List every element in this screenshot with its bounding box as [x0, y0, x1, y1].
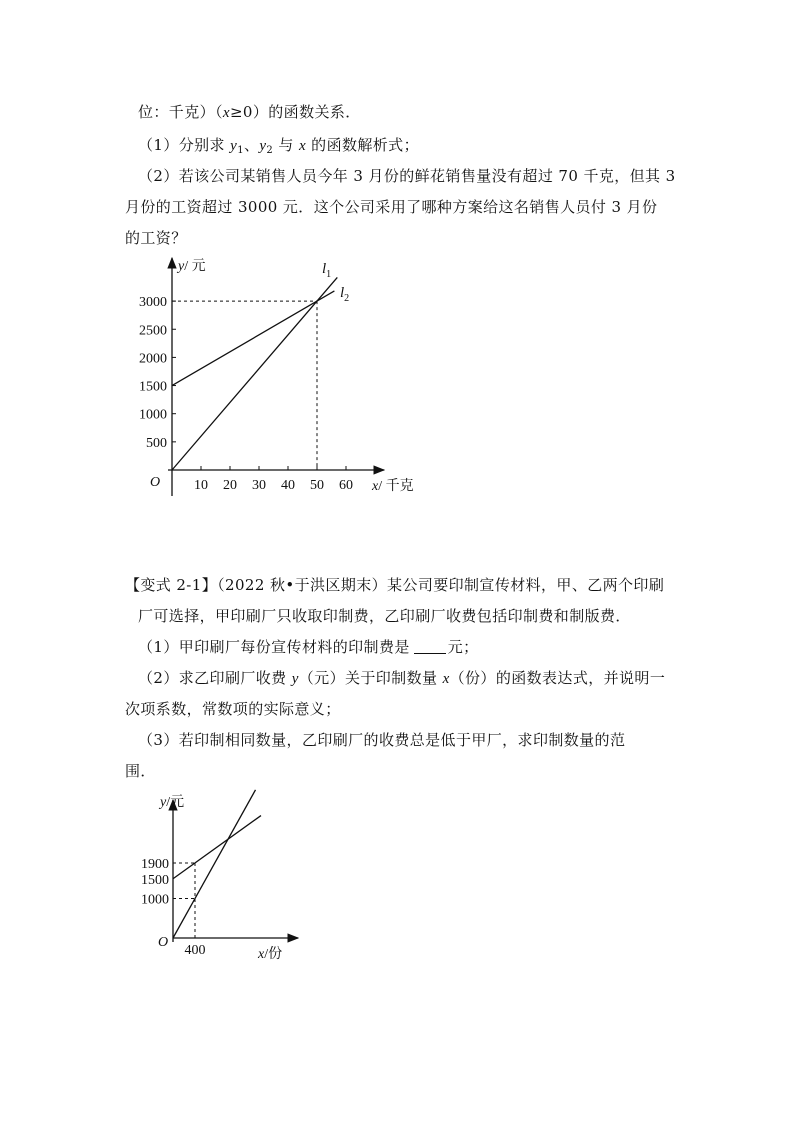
chart1-xtick-label: 30 [252, 478, 266, 493]
chart2-xtick-label: 400 [184, 943, 206, 958]
problem2-question2-line2: 次项系数，常数项的实际意义； [125, 700, 341, 718]
problem1-question2-line2: 月份的工资超过 3000 元．这个公司采用了哪种方案给这名销售人员付 3 月份 [125, 198, 658, 216]
chart1-ytick-label: 1000 [139, 407, 167, 423]
problem1-intro: 位：千克）（x≥0）的函数关系． [138, 103, 361, 121]
chart2-ytick-label: 1900 [141, 856, 169, 872]
chart2-ylabel: y/元 [160, 795, 185, 810]
problem2-line2: 厂可选择，甲印刷厂只收取印制费，乙印刷厂收费包括印制费和制版费． [138, 607, 631, 625]
problem2-tag: 【变式 2-1】 [125, 576, 218, 594]
problem1-question1: （1）分别求 $y_1$、$y_2$ 与 x 的函数解析式； [138, 136, 419, 156]
chart1-xtick-label: 60 [339, 478, 353, 493]
chart1-ytick-label: 3000 [139, 295, 167, 311]
problem1-question2-line3: 的工资？ [125, 229, 187, 247]
chart2-series [173, 790, 261, 938]
problem2-question3-line2: 围． [125, 762, 156, 780]
chart1-xtick-label: 20 [223, 478, 237, 493]
problem2-question3-line1: （3）若印制相同数量，乙印刷厂的收费总是低于甲厂，求印制数量的范 [138, 731, 626, 749]
chart1-l2-label: $l_2$ [340, 285, 350, 304]
problem2-line1: 【变式 2-1】（2022 秋•于洪区期末）某公司要印制宣传材料，甲、乙两个印刷 [125, 576, 665, 594]
chart1-l1-label: $l_1$ [322, 261, 332, 280]
chart1-ytick-label: 2500 [139, 323, 167, 339]
chart2-guides [173, 863, 195, 938]
chart1-ylabel: y/ 元 [178, 259, 206, 274]
chart1-xlabel: x/ 千克 [372, 479, 414, 494]
chart2-line-yi [173, 816, 261, 879]
chart1-xtick-label: 40 [281, 478, 295, 493]
chart1-ytick-label: 2000 [139, 351, 167, 367]
chart2-line-jia [173, 790, 256, 938]
chart1-xtick-label: 50 [310, 478, 324, 493]
chart1-ytick-label: 1500 [139, 379, 167, 395]
chart1-xtick-label: 10 [194, 478, 208, 493]
problem2-question1: （1）甲印刷厂每份宣传材料的印制费是 元； [138, 638, 479, 656]
chart2-ytick-label: 1500 [141, 872, 169, 888]
chart2-ytick-label: 1000 [141, 892, 169, 908]
problem2-question2: （2）求乙印刷厂收费 y（元）关于印制数量 x（份）的函数表达式，并说明一 [138, 669, 666, 687]
chart1-ytick-label: 500 [146, 435, 167, 451]
problem1-question2-line1: （2）若该公司某销售人员今年 3 月份的鲜花销售量没有超过 70 千克，但其 3 [138, 167, 676, 185]
chart2-xlabel: x/份 [258, 947, 283, 962]
chart1-origin: O [150, 475, 161, 490]
chart2-origin: O [158, 935, 169, 950]
